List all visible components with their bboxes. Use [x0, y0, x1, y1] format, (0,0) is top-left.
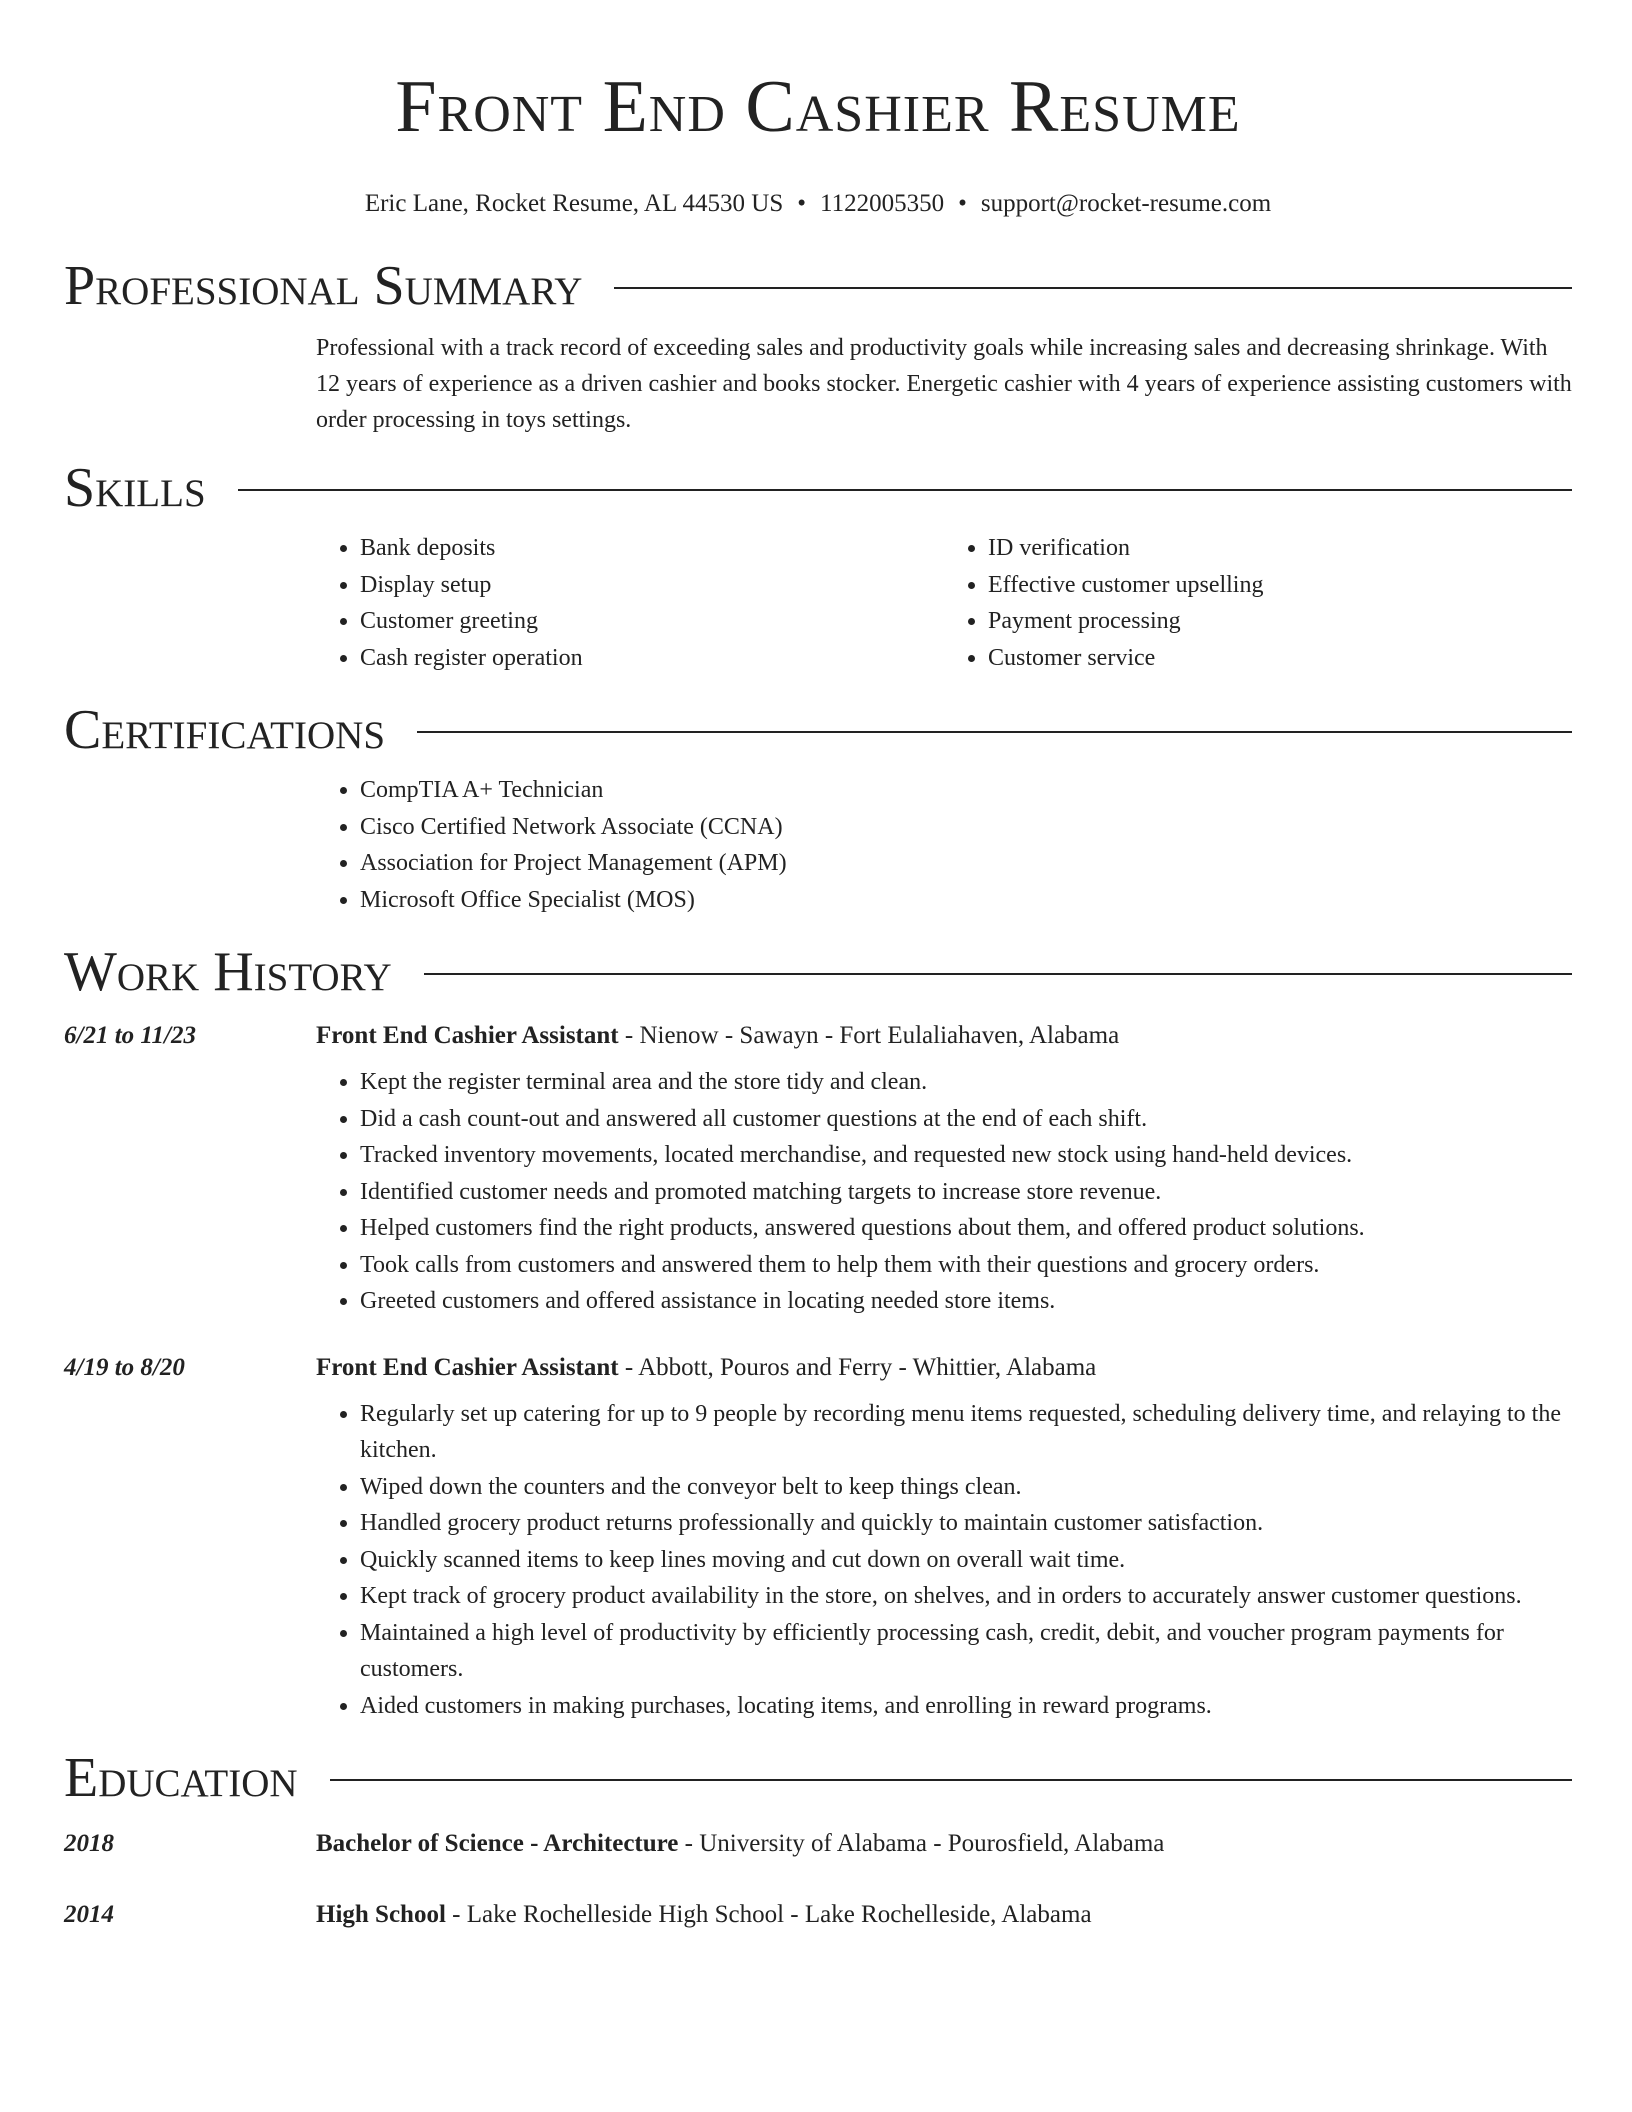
resume-title: Front End Cashier Resume: [395, 66, 1241, 148]
skill-item: • Bank deposits: [360, 530, 944, 567]
skills-section-heading: [64, 456, 1572, 520]
education-degree: High School: [316, 1901, 446, 1928]
job-duty-item: • Handled grocery product returns professionally and quickly to maintain customer satisfaction.: [360, 1505, 1572, 1542]
job-duty-item: • Kept track of grocery product availability in the store, on shelves, and in orders to accurately answer customer questions.: [360, 1578, 1572, 1615]
education-degree: Bachelor of Science - Architecture: [316, 1830, 679, 1857]
summary-text: Professional with a track record of exceeding sales and productivity goals while increasing sales and decreasing shrinkage. With 12 years of experience as a driven cashier and books stocker. Energetic cashier with 4 years of experience assisting customers with order processing in toys settings.: [316, 335, 1572, 433]
skill-item: • Display setup: [360, 567, 944, 604]
summary-heading-text: Professional Summary: [64, 255, 583, 317]
job-duty-item: • Quickly scanned items to keep lines moving and cut down on overall wait time.: [360, 1542, 1572, 1579]
job-title: Front End Cashier Assistant: [316, 1022, 619, 1049]
section-divider: [417, 731, 1572, 733]
education-entry: [64, 1899, 1572, 1931]
certification-item: • CompTIA A+ Technician: [360, 772, 1572, 809]
job-header: [64, 1020, 1572, 1052]
skill-item: • Payment processing: [988, 603, 1572, 640]
certification-item: • Cisco Certified Network Associate (CCNA): [360, 809, 1572, 846]
job-duty-item: • Aided customers in making purchases, locating items, and enrolling in reward programs.: [360, 1688, 1572, 1725]
contact-email[interactable]: support@rocket-resume.com: [980, 190, 1272, 217]
job-employer: - Abbott, Pouros and Ferry - Whittier, Alabama: [618, 1353, 1097, 1381]
skill-item: • ID verification: [988, 530, 1572, 567]
certifications-section-heading: [64, 698, 1572, 762]
education-year: 2014: [64, 1901, 114, 1928]
skills-column-left: [316, 530, 944, 676]
skills-column-right: [944, 530, 1572, 676]
job-duty-item: • Tracked inventory movements, located merchandise, and requested new stock using hand-held devices.: [360, 1137, 1572, 1174]
contact-separator: •: [797, 190, 807, 217]
section-divider: [330, 1779, 1572, 1781]
job-header: [64, 1352, 1572, 1384]
education-entry: [64, 1828, 1572, 1860]
certifications-list: [316, 772, 1572, 918]
contact-address: Eric Lane, Rocket Resume, AL 44530 US: [364, 190, 784, 217]
contact-line: [64, 188, 1572, 220]
job-dates: 4/19 to 8/20: [64, 1353, 185, 1381]
job-duty-item: • Greeted customers and offered assistance in locating needed store items.: [360, 1283, 1572, 1320]
job-duty-item: • Wiped down the counters and the conveyor belt to keep things clean.: [360, 1469, 1572, 1506]
skills-list: [316, 530, 1572, 676]
job-duty-item: • Took calls from customers and answered them to help them with their questions and grocery orders.: [360, 1247, 1572, 1284]
job-duty-item: • Kept the register terminal area and the store tidy and clean.: [360, 1064, 1572, 1101]
job-title: Front End Cashier Assistant: [316, 1353, 619, 1381]
job-duty-item: • Did a cash count-out and answered all customer questions at the end of each shift.: [360, 1101, 1572, 1138]
job-duties: [316, 1396, 1572, 1725]
section-divider: [614, 287, 1572, 289]
section-divider: [424, 973, 1572, 975]
certification-item: • Microsoft Office Specialist (MOS): [360, 882, 1572, 919]
section-divider: [238, 489, 1572, 491]
job-entry: [64, 1020, 1572, 1320]
certification-item: • Association for Project Management (APM): [360, 845, 1572, 882]
job-employer: - Nienow - Sawayn - Fort Eulaliahaven, Alabama: [618, 1022, 1120, 1049]
skill-item: • Effective customer upselling: [988, 567, 1572, 604]
contact-separator: •: [958, 190, 967, 217]
education-section-heading: [64, 1746, 1572, 1810]
job-dates: 6/21 to 11/23: [64, 1022, 196, 1049]
job-duty-item: • Helped customers find the right products, answered questions about them, and offered product solutions.: [360, 1210, 1572, 1247]
work-history-heading-text: Work History: [64, 941, 392, 1003]
education-year: 2018: [64, 1830, 114, 1857]
job-duty-item: • Maintained a high level of productivity by efficiently processing cash, credit, debit, and voucher program payments for customers.: [360, 1615, 1572, 1688]
certifications-heading-text: Certifications: [64, 699, 386, 761]
job-duty-item: • Identified customer needs and promoted matching targets to increase store revenue.: [360, 1174, 1572, 1211]
work-history-section-heading: [64, 940, 1572, 1004]
contact-phone: 1122005350: [820, 190, 945, 217]
summary-section-heading: [64, 254, 1572, 318]
job-entry: [64, 1352, 1572, 1725]
job-duties: [316, 1064, 1572, 1320]
job-duty-item: • Regularly set up catering for up to 9 people by recording menu items requested, scheduling delivery time, and relaying to the kitchen.: [360, 1396, 1572, 1469]
education-heading-text: Education: [64, 1747, 298, 1809]
education-school: - Lake Rochelleside High School - Lake Rochelleside, Alabama: [445, 1901, 1092, 1928]
skills-heading-text: Skills: [64, 457, 206, 519]
skill-item: • Customer greeting: [360, 603, 944, 640]
skill-item: • Customer service: [988, 640, 1572, 677]
education-school: - University of Alabama - Pourosfield, Alabama: [678, 1830, 1165, 1857]
resume-page: [64, 0, 1572, 1931]
skill-item: • Cash register operation: [360, 640, 944, 677]
